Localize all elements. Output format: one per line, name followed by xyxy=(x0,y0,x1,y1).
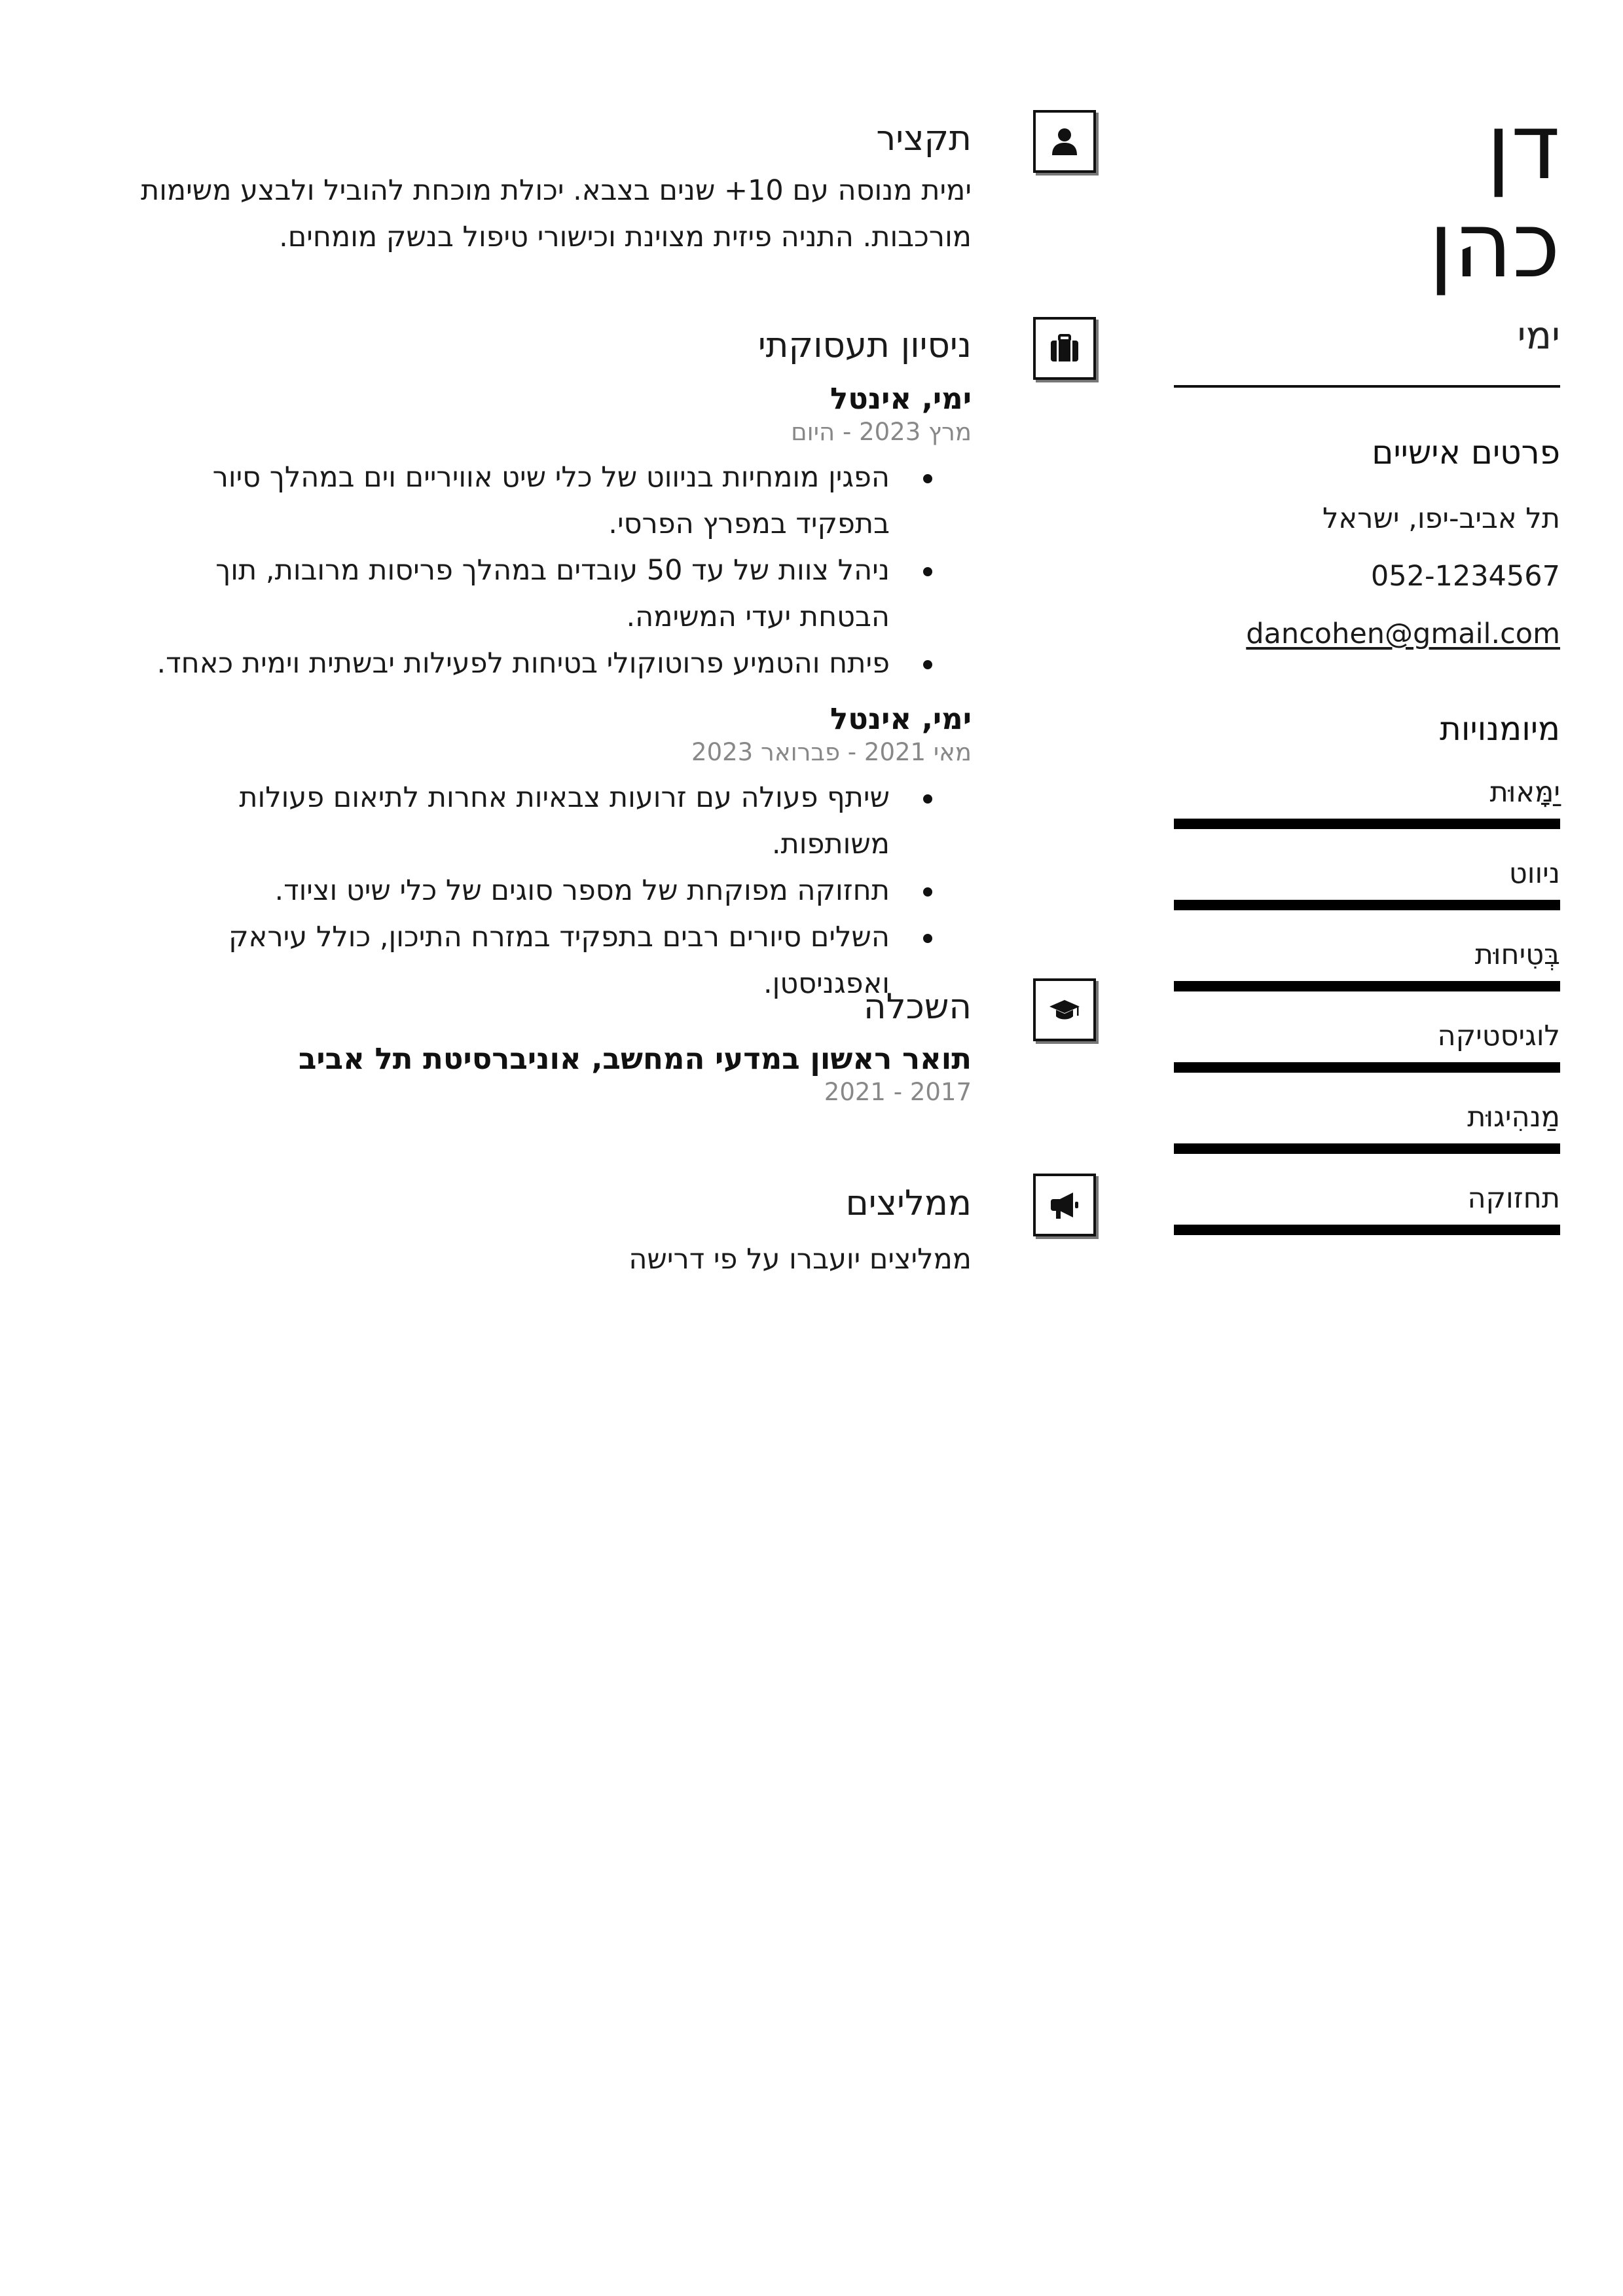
bullet-item: השלים סיורים רבים בתפקיד במזרח התיכון, כולל עיראק ואפגניסטן. xyxy=(127,914,972,1007)
skill-label: בְּטִיחוּת xyxy=(1474,938,1560,971)
skill-level-bar xyxy=(1174,819,1560,829)
references-text: ממליצים יועברו על פי דרישה xyxy=(629,1243,972,1276)
experience-section xyxy=(127,325,972,1007)
bullet-item: פיתח והטמיע פרוטוקולי בטיחות לפעילות יבשתית וימית כאחד. xyxy=(127,640,972,687)
degree-title: תואר ראשון במדעי המחשב, אוניברסיטת תל אביב xyxy=(298,1041,972,1076)
job-dates: מרץ 2023 - היום xyxy=(791,418,972,446)
bullet-item: תחזוקה מפוקחת של מספר סוגים של כלי שיט וציוד. xyxy=(127,868,972,914)
first-name: דן xyxy=(1486,94,1560,200)
skill-level-bar xyxy=(1174,1062,1560,1073)
skills-list xyxy=(1174,775,1560,1235)
user-icon xyxy=(1033,110,1096,173)
bullet-item: הפגין מומחיות בניווט של כלי שיט אוויריים וים במהלך סיור בתפקיד במפרץ הפרסי. xyxy=(127,454,972,547)
job-role: ימי xyxy=(1517,313,1560,358)
skill-label: תחזוקה xyxy=(1467,1182,1560,1215)
job-dates: מאי 2021 - פברואר 2023 xyxy=(691,738,972,766)
references-title: ממליצים xyxy=(845,1183,972,1223)
summary-section xyxy=(127,118,972,261)
skill-level-bar xyxy=(1174,1143,1560,1154)
education-section xyxy=(127,986,972,1107)
skill-item xyxy=(1174,857,1560,910)
skill-label: ניווט xyxy=(1508,857,1560,890)
skills-heading: מיומנויות xyxy=(1439,710,1560,748)
full-name xyxy=(1174,94,1560,298)
skill-item xyxy=(1174,775,1560,829)
bullet-item: ניהל צוות של עד 50 עובדים במהלך פריסות מרובות, תוך הבטחת יעדי המשימה. xyxy=(127,547,972,640)
email-link[interactable]: dancohen@gmail.com xyxy=(1246,618,1560,650)
job-bullets xyxy=(127,454,972,687)
skill-level-bar xyxy=(1174,981,1560,991)
skill-label: לוגיסטיקה xyxy=(1437,1020,1560,1052)
location-text: תל אביב-יפו, ישראל xyxy=(1322,502,1560,535)
skill-item xyxy=(1174,938,1560,991)
references-section xyxy=(127,1183,972,1283)
job-entry xyxy=(127,380,972,687)
megaphone-icon xyxy=(1033,1174,1096,1236)
summary-title: תקציר xyxy=(876,119,972,158)
skill-item xyxy=(1174,1100,1560,1154)
job-title: ימי, אינטל xyxy=(830,381,972,416)
phone-text: 052-1234567 xyxy=(1370,560,1560,593)
skill-level-bar xyxy=(1174,900,1560,910)
last-name: כהן xyxy=(1429,193,1560,298)
graduation-cap-icon xyxy=(1033,978,1096,1041)
briefcase-icon xyxy=(1033,317,1096,380)
skill-label: יַמָּאוּת xyxy=(1489,776,1560,809)
job-entry xyxy=(127,700,972,1007)
skill-label: מַנהִיגוּת xyxy=(1467,1101,1560,1134)
job-bullets xyxy=(127,775,972,1007)
sidebar xyxy=(1174,94,1560,1235)
experience-title: ניסיון תעסוקתי xyxy=(757,325,972,365)
job-title: ימי, אינטל xyxy=(830,701,972,736)
summary-text: ימית מנוסה עם 10+ שנים בצבא. יכולת מוכחת להוביל ולבצע משימות מורכבות. התניה פיזית מצוינת וכישורי טיפול בנשק מומחים. xyxy=(140,174,972,253)
skill-item xyxy=(1174,1019,1560,1073)
skill-level-bar xyxy=(1174,1225,1560,1235)
bullet-item: שיתף פעולה עם זרועות צבאיות אחרות לתיאום פעולות משותפות. xyxy=(127,775,972,868)
skill-item xyxy=(1174,1181,1560,1235)
education-dates: 2017 - 2021 xyxy=(824,1078,972,1106)
education-title: השכלה xyxy=(864,987,972,1027)
personal-details-heading: פרטים אישיים xyxy=(1372,434,1560,472)
divider xyxy=(1174,385,1560,388)
